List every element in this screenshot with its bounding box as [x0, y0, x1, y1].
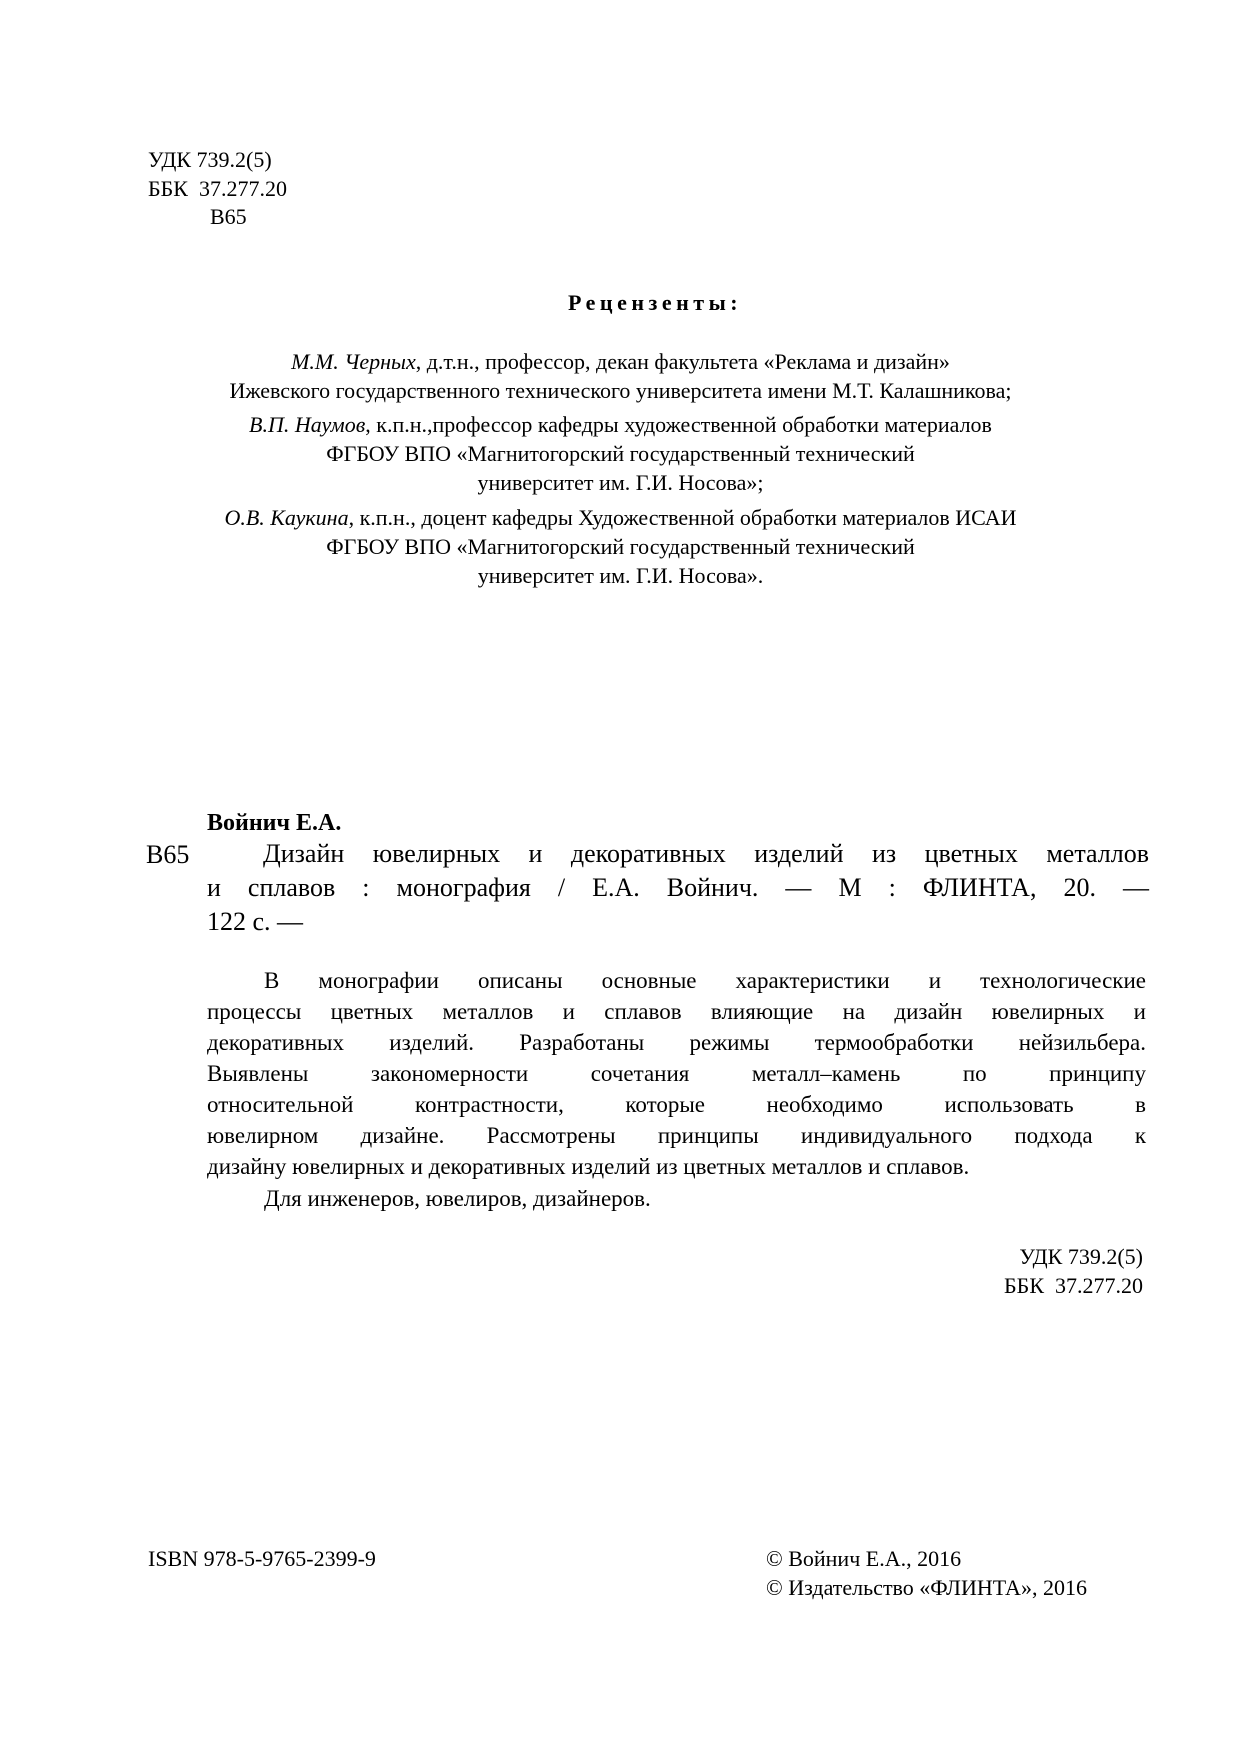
copyright-author: © Войнич Е.А., 2016 — [766, 1546, 962, 1571]
bbk-bottom: ББК 37.277.20 — [1004, 1273, 1143, 1298]
reviewers-heading: Рецензенты: — [568, 290, 743, 315]
udk-top: УДК 739.2(5) — [148, 147, 272, 172]
reviewer-1-line-1 — [0, 351, 1241, 373]
code-top: В65 — [210, 204, 247, 229]
annotation-audience: Для инженеров, ювелиров, дизайнеров. — [264, 1186, 651, 1211]
bbk-top: ББК 37.277.20 — [148, 176, 287, 201]
reviewer-2-name: В.П. Наумов — [249, 412, 366, 437]
reviewer-2-titles: , к.п.н.,профессор кафедры художественной обработки материалов — [365, 412, 992, 437]
reviewer-1-name: М.М. Черных — [291, 349, 416, 374]
record-publisher-line: и сплавов : монография / Е.А. Войнич. — М : ФЛИНТА, 20. — — [207, 873, 1149, 902]
annotation-line-1: В монографии описаны основные характеристики и технологические — [264, 968, 1146, 993]
reviewer-3-name: О.В. Каукина — [224, 505, 349, 530]
udk-bottom: УДК 739.2(5) — [1019, 1244, 1143, 1269]
reviewer-1-titles: , д.т.н., профессор, декан факультета «Реклама и дизайн» — [415, 349, 950, 374]
record-title-line: Дизайн ювелирных и декоративных изделий из цветных металлов — [263, 839, 1149, 868]
annotation-line-2: процессы цветных металлов и сплавов влияющие на дизайн ювелирных и — [207, 999, 1146, 1024]
annotation-line-4: Выявлены закономерности сочетания металл–камень по принципу — [207, 1061, 1146, 1086]
record-author: Войнич Е.А. — [207, 810, 342, 836]
record-pages-line: 122 с. — — [207, 907, 304, 936]
reviewer-3-line-2: ФГБОУ ВПО «Магнитогорский государственный технический — [326, 534, 915, 559]
annotation-line-6: ювелирном дизайне. Рассмотрены принципы индивидуального подхода к — [207, 1123, 1146, 1148]
reviewer-3-titles: , к.п.н., доцент кафедры Художественной обработки материалов ИСАИ — [348, 505, 1017, 530]
annotation-line-3: декоративных изделий. Разработаны режимы термообработки нейзильбера. — [207, 1030, 1146, 1055]
record-code: В65 — [146, 840, 190, 869]
copyright-publisher: © Издательство «ФЛИНТА», 2016 — [766, 1575, 1087, 1600]
reviewer-1-line-2: Ижевского государственного технического университета имени М.Т. Калашникова; — [229, 378, 1012, 403]
annotation-line-5: относительной контрастности, которые необходимо использовать в — [207, 1092, 1146, 1117]
isbn: ISBN 978-5-9765-2399-9 — [148, 1546, 376, 1571]
reviewer-2-line-2: ФГБОУ ВПО «Магнитогорский государственный технический — [326, 441, 915, 466]
reviewer-2-line-1 — [0, 414, 1241, 436]
reviewer-3-line-3: университет им. Г.И. Носова». — [477, 563, 764, 588]
reviewer-3-line-1 — [0, 507, 1241, 529]
reviewer-2-line-3: университет им. Г.И. Носова»; — [477, 470, 764, 495]
annotation-line-7: дизайну ювелирных и декоративных изделий из цветных металлов и сплавов. — [207, 1154, 970, 1179]
